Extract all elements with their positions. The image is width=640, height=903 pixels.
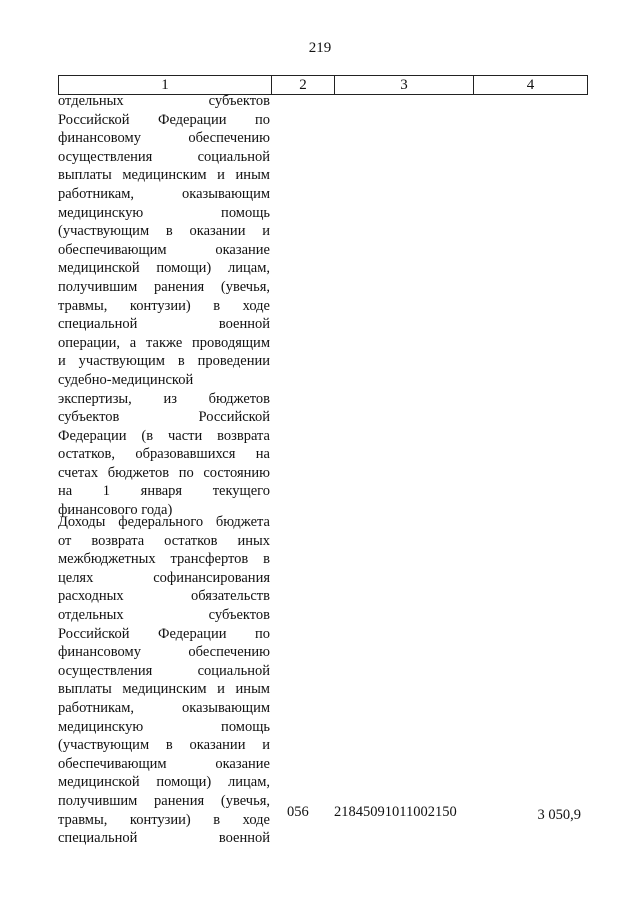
text-line: межбюджетных трансфертов в	[58, 551, 270, 568]
text-line: судебно-медицинской	[58, 371, 194, 388]
text-line: и участвующим в проведении	[58, 353, 270, 370]
budget-classification-code-cell: 21845091011002150	[334, 804, 457, 820]
text-line: операции, а также проводящим	[58, 334, 270, 351]
text-line: работникам, оказывающим	[58, 699, 270, 716]
admin-code-cell: 056	[287, 804, 309, 820]
text-line: от возврата остатков иных	[58, 532, 270, 549]
text-block-continued	[58, 92, 270, 520]
text-line: Российской Федерации по	[58, 625, 270, 642]
text-block-revenue-description	[58, 513, 270, 848]
text-line: финансовому обеспечению	[58, 130, 270, 147]
text-line: выплаты медицинским и иным	[58, 681, 270, 698]
text-line: получившим ранения (увечья,	[58, 792, 270, 809]
text-line: медицинской помощи) лицам,	[58, 260, 270, 277]
text-line: финансовому обеспечению	[58, 644, 270, 661]
text-line: расходных обязательств	[58, 588, 270, 605]
amount-cell: 3 050,9	[537, 807, 581, 823]
text-line: медицинскую помощь	[58, 718, 270, 735]
text-line: (участвующим в оказании и	[58, 737, 270, 754]
page-number: 219	[308, 40, 332, 56]
header-col-1: 1	[59, 76, 272, 95]
text-line: медицинскую помощь	[58, 204, 270, 221]
text-line: осуществления социальной	[58, 148, 270, 165]
text-line: обеспечивающим оказание	[58, 755, 270, 772]
text-line: получившим ранения (увечья,	[58, 278, 270, 295]
text-line: обеспечивающим оказание	[58, 241, 270, 258]
text-line: финансового года)	[58, 502, 173, 519]
text-line: Доходы федерального бюджета	[58, 514, 270, 530]
text-line: работникам, оказывающим	[58, 185, 270, 202]
text-line: травмы, контузии) в ходе	[58, 811, 270, 828]
text-line: остатков, образовавшихся на	[58, 446, 270, 463]
text-line: осуществления социальной	[58, 662, 270, 679]
text-line: (участвующим в оказании и	[58, 223, 270, 240]
header-col-3: 3	[335, 76, 474, 95]
text-line: целях софинансирования	[58, 569, 270, 586]
text-line: экспертизы, из бюджетов	[58, 390, 270, 407]
text-line: счетах бюджетов по состоянию	[58, 464, 270, 481]
text-line: субъектов Российской	[58, 409, 270, 426]
header-col-2: 2	[272, 76, 335, 95]
text-line: отдельных субъектов	[58, 606, 270, 623]
text-line: специальной военной	[58, 316, 270, 333]
text-line: Федерации (в части возврата	[58, 427, 270, 444]
text-line: на 1 января текущего	[58, 483, 270, 500]
text-line: Российской Федерации по	[58, 111, 270, 128]
text-line: медицинской помощи) лицам,	[58, 774, 270, 791]
text-line: выплаты медицинским и иным	[58, 167, 270, 184]
text-line: специальной военной	[58, 830, 270, 847]
header-col-4: 4	[474, 76, 588, 95]
text-line: травмы, контузии) в ходе	[58, 297, 270, 314]
text-line: отдельных субъектов	[58, 93, 270, 109]
